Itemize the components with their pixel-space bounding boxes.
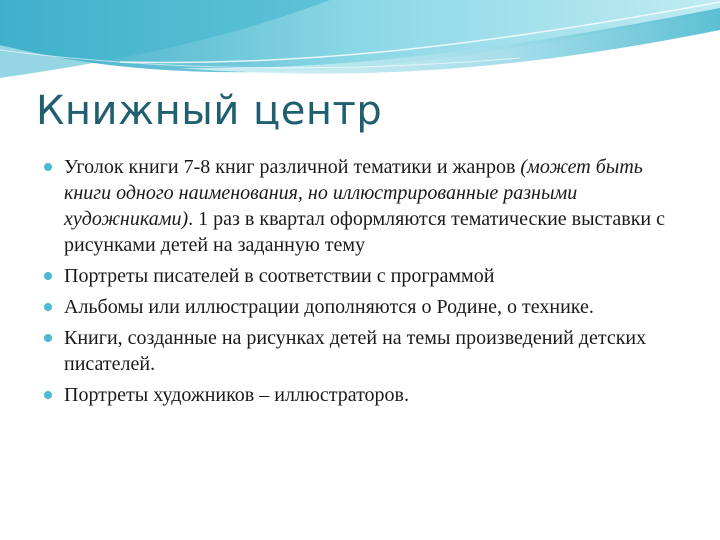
slide-title: Книжный центр xyxy=(36,88,383,134)
list-item xyxy=(42,154,682,258)
list-item xyxy=(42,382,682,408)
bullet-text-part: . 1 раз в квартал оформляются тематические выставки с рисунками детей на заданную тему xyxy=(64,208,666,256)
bullet-dot-icon xyxy=(44,334,52,342)
bullet-text-part: Уголок книги 7-8 книг различной тематики и жанров xyxy=(64,156,521,178)
bullet-dot-icon xyxy=(44,272,52,280)
bullet-dot-icon xyxy=(44,163,52,171)
list-item xyxy=(42,325,682,377)
bullet-text: Портреты писателей в соответствии с программой xyxy=(64,265,495,287)
list-item xyxy=(42,263,682,289)
bullet-dot-icon xyxy=(44,391,52,399)
bullet-text: Портреты художников – иллюстраторов. xyxy=(64,384,409,406)
decorative-wave-header xyxy=(0,0,720,90)
bullet-text-italic: (может быть книги одного наименования, но иллюстрированные разными художниками) xyxy=(64,156,643,230)
bullet-text: Альбомы или иллюстрации дополняются о Родине, о технике. xyxy=(64,296,594,318)
bullet-list xyxy=(42,154,682,413)
list-item xyxy=(42,294,682,320)
bullet-text: Книги, созданные на рисунках детей на темы произведений детских писателей. xyxy=(64,327,647,375)
bullet-dot-icon xyxy=(44,303,52,311)
